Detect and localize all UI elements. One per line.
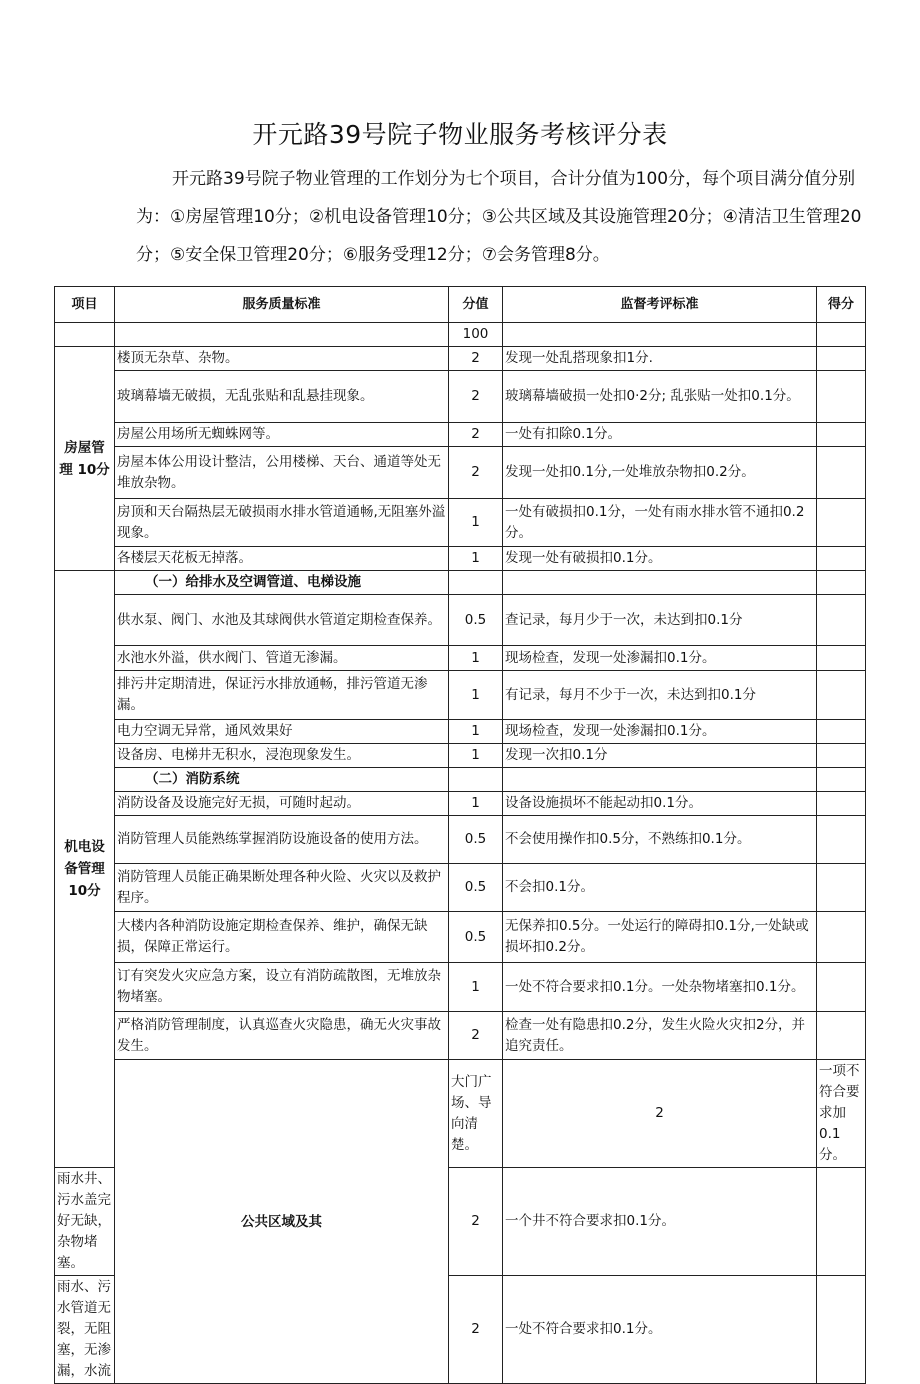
subsection-row <box>55 768 866 792</box>
table-row <box>55 816 866 864</box>
score-cell[interactable] <box>817 595 866 646</box>
score-cell[interactable] <box>817 1276 866 1384</box>
score-cell[interactable] <box>817 720 866 744</box>
points-cell: 1 <box>449 720 503 744</box>
table-row <box>55 671 866 720</box>
criteria-cell: 一处不符合要求扣0.1分。 <box>503 1276 817 1384</box>
criteria-cell: 无保养扣0.5分。一处运行的障碍扣0.1分,一处缺或损坏扣0.2分。 <box>503 912 817 963</box>
table-row <box>55 646 866 671</box>
criteria-cell: 发现一处扣0.1分,一处堆放杂物扣0.2分。 <box>503 447 817 499</box>
points-cell: 0.5 <box>449 864 503 912</box>
table-row <box>55 744 866 768</box>
points-cell: 2 <box>449 1168 503 1276</box>
criteria-cell: 玻璃幕墙破损一处扣0·2分; 乱张贴一处扣0.1分。 <box>503 371 817 423</box>
score-cell[interactable] <box>817 912 866 963</box>
table-row <box>55 547 866 571</box>
score-cell[interactable] <box>817 423 866 447</box>
criteria-cell: 发现一次扣0.1分 <box>503 744 817 768</box>
score-cell[interactable] <box>817 547 866 571</box>
subsection-row <box>55 571 866 595</box>
table-row <box>55 371 866 423</box>
score-cell[interactable] <box>817 768 866 792</box>
score-cell[interactable] <box>817 792 866 816</box>
score-cell[interactable] <box>817 571 866 595</box>
criteria-cell: 有记录，每月不少于一次，未达到扣0.1分 <box>503 671 817 720</box>
standard-cell: 消防管理人员能熟练掌握消防设施设备的使用方法。 <box>115 816 449 864</box>
table-row <box>55 720 866 744</box>
subsection-title: （二）消防系统 <box>115 768 449 792</box>
score-cell[interactable] <box>817 347 866 371</box>
criteria-cell: 现场检查，发现一处渗漏扣0.1分。 <box>503 646 817 671</box>
criteria-cell: 一处有破损扣0.1分，一处有雨水排水管不通扣0.2分。 <box>503 499 817 547</box>
criteria-cell: 一处不符合要求扣0.1分。一处杂物堵塞扣0.1分。 <box>503 963 817 1012</box>
standard-cell: 房顶和天台隔热层无破损雨水排水管道通畅,无阻塞外溢现象。 <box>115 499 449 547</box>
table-row <box>55 912 866 963</box>
score-cell[interactable] <box>817 744 866 768</box>
table-header-row <box>55 287 866 323</box>
points-cell: 2 <box>449 447 503 499</box>
standard-cell: 各楼层天花板无掉落。 <box>115 547 449 571</box>
score-cell[interactable] <box>817 864 866 912</box>
score-cell[interactable] <box>817 499 866 547</box>
points-cell: 0.5 <box>449 912 503 963</box>
criteria-cell: 不会使用操作扣0.5分，不熟练扣0.1分。 <box>503 816 817 864</box>
criteria-cell: 现场检查，发现一处渗漏扣0.1分。 <box>503 720 817 744</box>
table-row <box>55 1012 866 1060</box>
header-item: 项目 <box>55 287 115 323</box>
points-cell: 1 <box>449 963 503 1012</box>
standard-cell: 雨水、污水管道无裂，无阻塞，无渗漏，水流 <box>55 1276 115 1384</box>
standard-cell: 严格消防管理制度，认真巡查火灾隐患，确无火灾事故发生。 <box>115 1012 449 1060</box>
standard-cell: 楼顶无杂草、杂物。 <box>115 347 449 371</box>
criteria-cell: 查记录，每月少于一次，未达到扣0.1分 <box>503 595 817 646</box>
standard-cell: 电力空调无异常，通风效果好 <box>115 720 449 744</box>
points-cell: 1 <box>449 744 503 768</box>
points-cell: 2 <box>449 347 503 371</box>
points-cell: 2 <box>503 1060 817 1168</box>
points-cell: 1 <box>449 547 503 571</box>
table-row <box>55 423 866 447</box>
header-standard: 服务质量标准 <box>115 287 449 323</box>
score-cell[interactable] <box>817 671 866 720</box>
standard-cell: 大门广场、导向清楚。 <box>449 1060 503 1168</box>
subsection-title: （一）给排水及空调管道、电梯设施 <box>115 571 449 595</box>
points-cell: 2 <box>449 371 503 423</box>
intro-paragraph: 开元路39号院子物业管理的工作划分为七个项目，合计分值为100分，每个项目满分值分别为：①房屋管理10分；②机电设备管理10分；③公共区域及其设施管理20分；④清洁卫生管理20分；⑤安全保卫管理20分；⑥服务受理12分；⑦会务管理8分。 <box>136 169 862 265</box>
table-row <box>55 864 866 912</box>
header-points: 分值 <box>449 287 503 323</box>
table-row <box>55 595 866 646</box>
points-cell: 1 <box>449 499 503 547</box>
standard-cell: 订有突发火灾应急方案，设立有消防疏散图，无堆放杂物堵塞。 <box>115 963 449 1012</box>
table-row <box>55 963 866 1012</box>
standard-cell: 房屋本体公用设计整洁，公用楼梯、天台、通道等处无堆放杂物。 <box>115 447 449 499</box>
standard-cell: 供水泵、阀门、水池及其球阀供水管道定期检查保养。 <box>115 595 449 646</box>
table-row <box>55 1060 866 1168</box>
score-table <box>54 286 866 1384</box>
score-cell[interactable] <box>817 371 866 423</box>
standard-cell: 玻璃幕墙无破损，无乱张贴和乱悬挂现象。 <box>115 371 449 423</box>
criteria-cell: 一处有扣除0.1分。 <box>503 423 817 447</box>
category-equipment: 机电设备管理10分 <box>55 571 115 1168</box>
score-cell[interactable] <box>817 1168 866 1276</box>
score-cell[interactable] <box>817 447 866 499</box>
criteria-cell: 一个井不符合要求扣0.1分。 <box>503 1168 817 1276</box>
points-cell: 2 <box>449 1012 503 1060</box>
criteria-cell: 发现一处有破损扣0.1分。 <box>503 547 817 571</box>
table-row <box>55 499 866 547</box>
score-cell[interactable] <box>817 1012 866 1060</box>
points-cell: 1 <box>449 792 503 816</box>
standard-cell: 消防设备及设施完好无损，可随时起动。 <box>115 792 449 816</box>
table-row <box>55 792 866 816</box>
criteria-cell: 不会扣0.1分。 <box>503 864 817 912</box>
points-cell: 0.5 <box>449 595 503 646</box>
header-score: 得分 <box>817 287 866 323</box>
criteria-cell: 检查一处有隐患扣0.2分，发生火险火灾扣2分，并追究责任。 <box>503 1012 817 1060</box>
points-cell: 0.5 <box>449 816 503 864</box>
header-criteria: 监督考评标准 <box>503 287 817 323</box>
score-cell[interactable] <box>817 646 866 671</box>
score-cell[interactable] <box>817 963 866 1012</box>
points-cell: 2 <box>449 1276 503 1384</box>
document-title: 开元路39号院子物业服务考核评分表 <box>252 120 668 149</box>
standard-cell: 房屋公用场所无蜘蛛网等。 <box>115 423 449 447</box>
category-housing: 房屋管理 10分 <box>55 347 115 571</box>
score-cell[interactable] <box>817 816 866 864</box>
standard-cell: 排污井定期清进，保证污水排放通畅，排污管道无渗漏。 <box>115 671 449 720</box>
standard-cell: 设备房、电梯井无积水，浸泡现象发生。 <box>115 744 449 768</box>
standard-cell: 大楼内各种消防设施定期检查保养、维护，确保无缺损，保障正常运行。 <box>115 912 449 963</box>
points-cell: 1 <box>449 671 503 720</box>
table-row <box>55 447 866 499</box>
criteria-cell: 设备设施损坏不能起动扣0.1分。 <box>503 792 817 816</box>
table-row <box>55 347 866 371</box>
points-cell: 2 <box>449 423 503 447</box>
category-public-area: 公共区域及其 <box>115 1060 449 1384</box>
points-cell: 1 <box>449 646 503 671</box>
total-points: 100 <box>449 323 503 347</box>
criteria-cell: 一项不符合要求加0.1分。 <box>817 1060 866 1168</box>
standard-cell: 雨水井、污水盖完好无缺，杂物堵塞。 <box>55 1168 115 1276</box>
total-row <box>55 323 866 347</box>
standard-cell: 水池水外溢，供水阀门、管道无渗漏。 <box>115 646 449 671</box>
standard-cell: 消防管理人员能正确果断处理各种火险、火灾以及救护程序。 <box>115 864 449 912</box>
criteria-cell: 发现一处乱搭现象扣1分. <box>503 347 817 371</box>
